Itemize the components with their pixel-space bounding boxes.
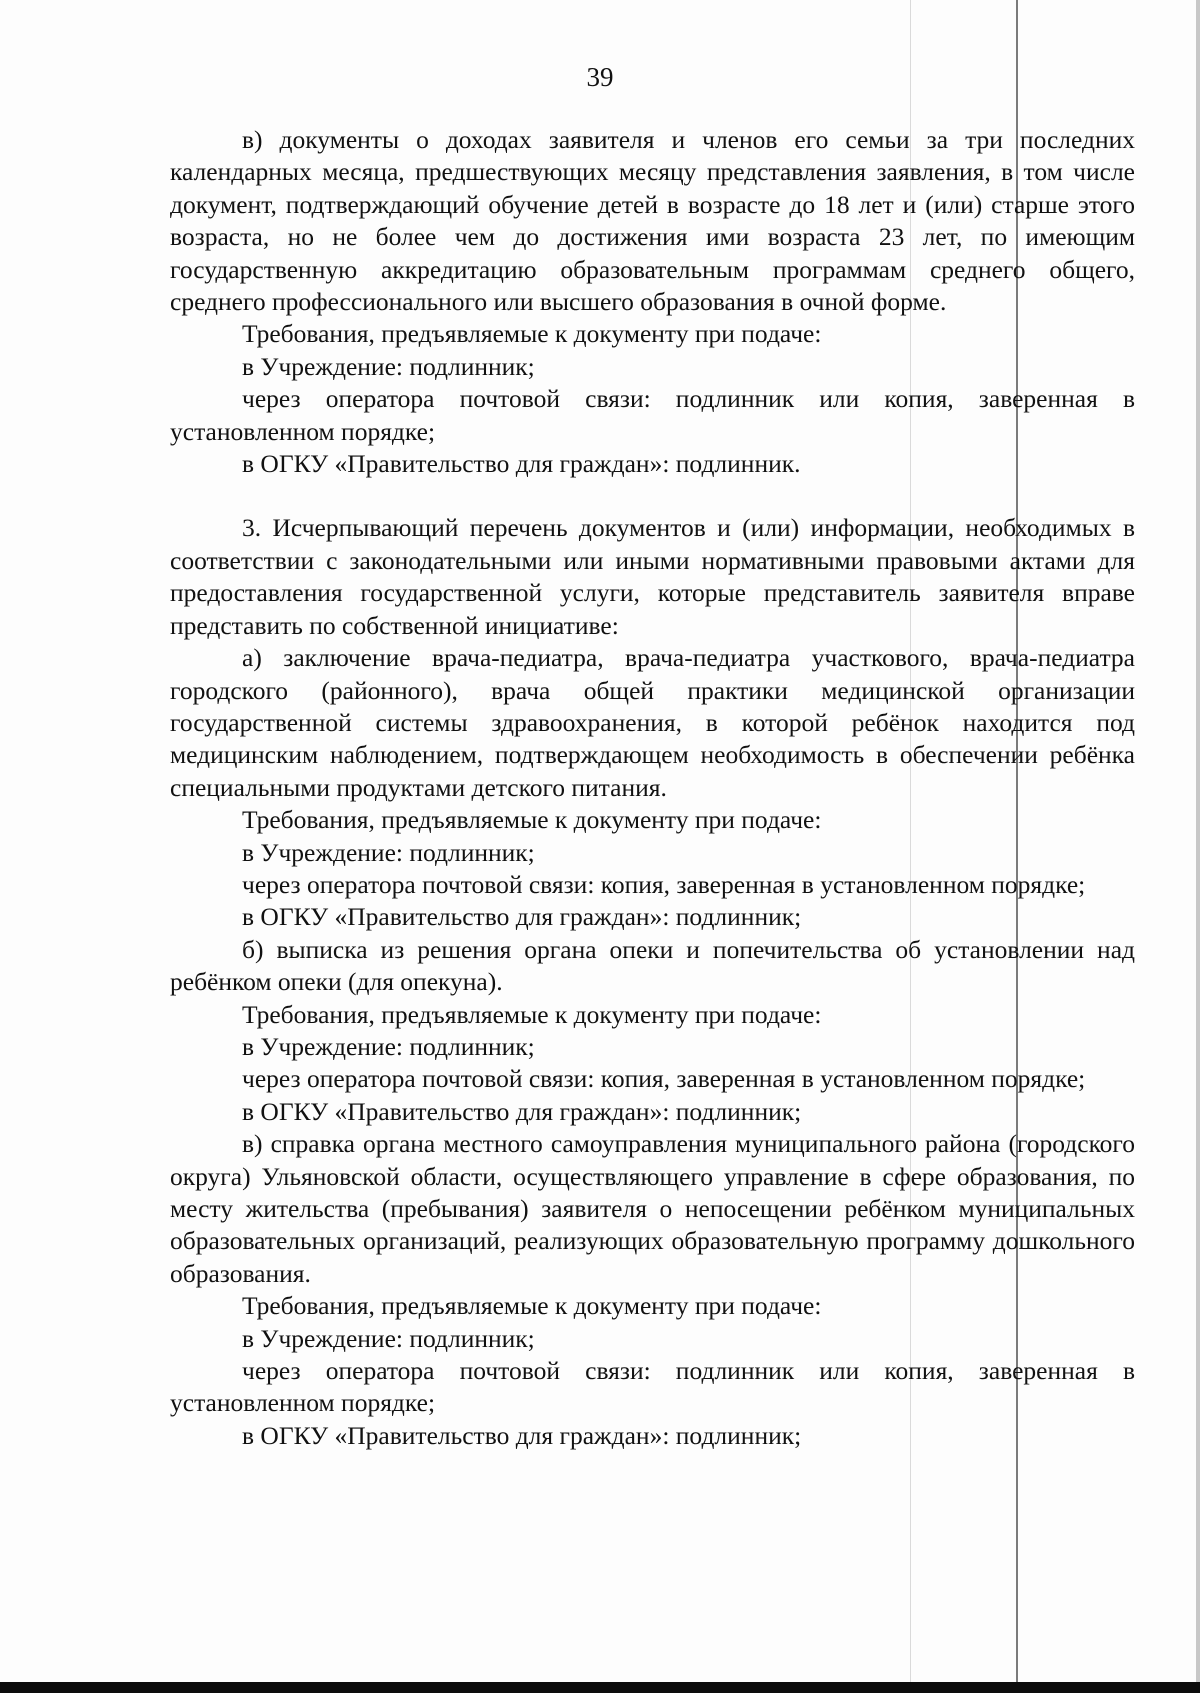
requirement-postal: через оператора почтовой связи: подлинник или копия, заверенная в установленном порядке; [170, 384, 1135, 446]
requirement-institution: в Учреждение: подлинник; [242, 1323, 535, 1353]
paragraph-item-b-guardianship: б) выписка из решения органа опеки и попечительства об установлении над ребёнком опеки (для опекуна). [170, 934, 1135, 997]
requirement-ogku: в ОГКУ «Правительство для граждан»: подлинник; [242, 902, 802, 932]
requirements-heading: Требования, предъявляемые к документу при подаче: [242, 319, 822, 349]
scan-artifact-bottom-bar [0, 1682, 1200, 1693]
paragraph-item-a-pediatrician: а) заключение врача-педиатра, врача-педиатра участкового, врача-педиатра городского (районного), врача общей практики медицинской организации государственной системы здравоохранения, в которой ребёнок находится под медицинским наблюдением, подтверждающем необходимость в обеспечении ребёнка специальными продуктами детского питания. [170, 643, 1135, 802]
page-number: 39 [586, 62, 614, 92]
document-body [170, 124, 1135, 1452]
scan-artifact-edge [1196, 0, 1200, 1693]
requirement-ogku: в ОГКУ «Правительство для граждан»: подлинник; [242, 1096, 802, 1126]
requirements-heading: Требования, предъявляемые к документу при подаче: [242, 1291, 822, 1321]
requirement-institution: в Учреждение: подлинник; [242, 837, 535, 867]
requirement-ogku: в ОГКУ «Правительство для граждан»: подлинник; [242, 1420, 802, 1450]
requirement-ogku: в ОГКУ «Правительство для граждан»: подлинник. [242, 449, 801, 479]
requirement-postal: через оператора почтовой связи: копия, заверенная в установленном порядке; [242, 1064, 1086, 1094]
requirements-heading: Требования, предъявляемые к документу при подаче: [242, 805, 822, 835]
paragraph-item-v-education-certificate: в) справка органа местного самоуправления муниципального района (городского округа) Ульяновской области, осуществляющего управление в сфере образования, по месту жительства (пребывания) заявителя о непосещении ребёнком муниципальных образовательных организаций, реализующих образовательную программу дошкольного образования. [170, 1129, 1135, 1288]
requirement-institution: в Учреждение: подлинник; [242, 351, 535, 381]
section-3-heading: 3. Исчерпывающий перечень документов и (или) информации, необходимых в соответствии с законодательными или иными нормативными правовыми актами для предоставления государственной услуги, которые представитель заявителя вправе представить по собственной инициативе: [170, 513, 1135, 640]
requirement-postal: через оператора почтовой связи: подлинник или копия, заверенная в установленном порядке; [170, 1356, 1135, 1418]
paragraph-item-v-income-documents: в) документы о доходах заявителя и членов его семьи за три последних календарных месяца, предшествующих месяцу представления заявления, в том числе документ, подтверждающий обучение детей в возрасте до 18 лет и (или) старше этого возраста, но не более чем до достижения ими возраста 23 лет, по имеющим государственную аккредитацию образовательным программам среднего общего, среднего профессионального или высшего образования в очной форме. [170, 125, 1135, 317]
requirements-heading: Требования, предъявляемые к документу при подаче: [242, 999, 822, 1029]
requirement-postal: через оператора почтовой связи: копия, заверенная в установленном порядке; [242, 869, 1086, 899]
requirement-institution: в Учреждение: подлинник; [242, 1031, 535, 1061]
